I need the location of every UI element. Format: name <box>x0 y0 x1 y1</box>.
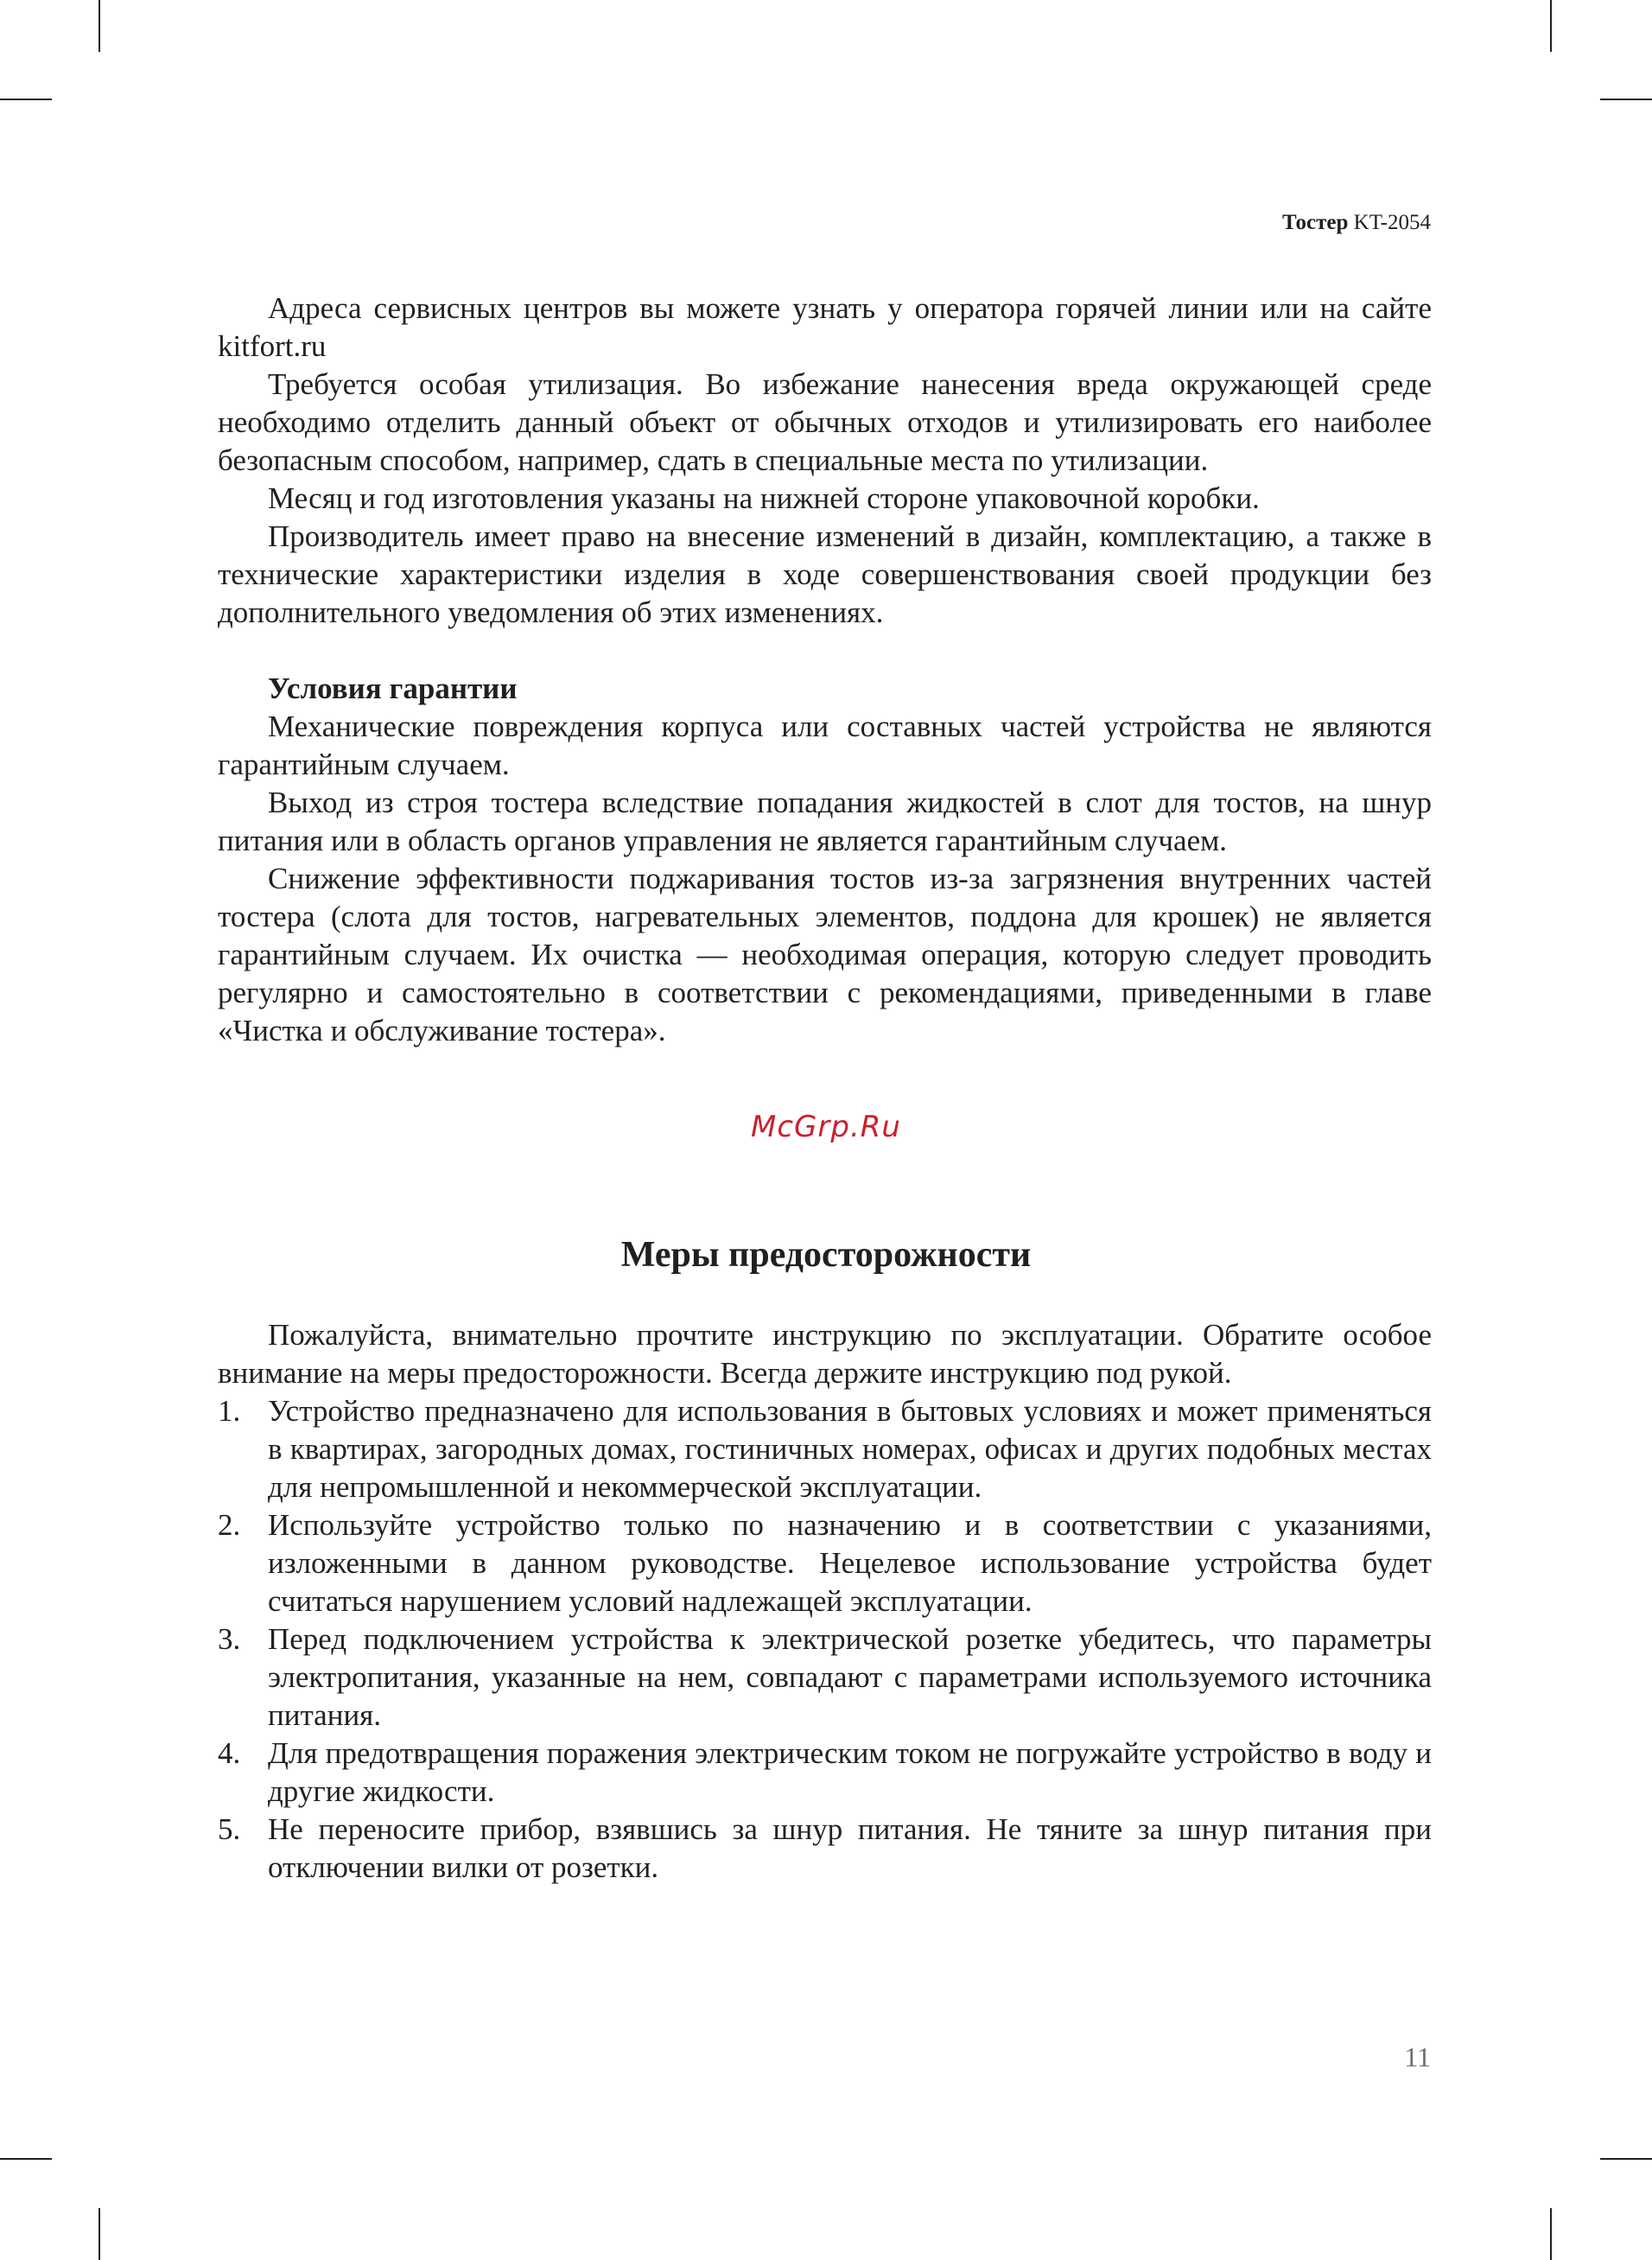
list-item <box>218 1811 1432 1887</box>
main-text <box>218 290 1432 1050</box>
list-item <box>218 1620 1432 1735</box>
crop-mark <box>0 2158 52 2160</box>
paragraph: Адреса сервисных центров вы можете узнать у оператора горячей линии или на сайте kitfort.ru <box>218 291 1432 363</box>
list-item <box>218 1506 1432 1620</box>
crop-mark <box>98 2208 100 2260</box>
list-number: 5. <box>218 1812 241 1846</box>
list-number: 3. <box>218 1622 241 1656</box>
precautions-text <box>218 1316 1432 1887</box>
crop-mark <box>0 99 52 100</box>
warranty-heading: Условия гарантии <box>268 672 518 705</box>
page-number: 11 <box>1404 2041 1431 2072</box>
list-text: Перед подключением устройства к электрической розетке убедитесь, что параметры электропитания, указанные на нем, совпадают с параметрами используемого источника питания. <box>268 1622 1432 1732</box>
header-model: KT-2054 <box>1353 211 1431 234</box>
crop-mark <box>1600 99 1652 100</box>
precautions-list <box>218 1392 1432 1887</box>
paragraph: Месяц и год изготовления указаны на нижней стороне упаковочной коробки. <box>268 481 1260 515</box>
crop-mark <box>1550 0 1552 52</box>
paragraph: Снижение эффективности поджаривания тостов из-за загрязнения внутренних частей тостера (слота для тостов, нагревательных элементов, поддона для крошек) не является гарантийным случаем. Их очистка — необходимая операция, которую следует проводить регулярно и самостоятельно в соответствии с рекомендациями, приведенными в главе «Чистка и обслуживание тостера». <box>218 862 1432 1047</box>
list-item <box>218 1392 1432 1506</box>
list-text: Используйте устройство только по назначению и в соответствии с указаниями, изложенными в данном руководстве. Нецелевое использование устройства будет считаться нарушением условий надлежащей эксплуатации. <box>268 1508 1432 1618</box>
list-text: Не переносите прибор, взявшись за шнур питания. Не тяните за шнур питания при отключении вилки от розетки. <box>268 1812 1432 1884</box>
crop-mark <box>98 0 100 52</box>
running-header <box>1282 211 1431 235</box>
section-title: Меры предосторожности <box>620 1235 1032 1275</box>
list-number: 2. <box>218 1508 241 1542</box>
header-product: Тостер <box>1281 211 1349 234</box>
crop-mark <box>1550 2208 1552 2260</box>
list-number: 1. <box>218 1394 241 1428</box>
list-number: 4. <box>218 1736 241 1770</box>
paragraph: Выход из строя тостера вследствие попадания жидкостей в слот для тостов, на шнур питания или в область органов управления не является гарантийным случаем. <box>218 786 1432 857</box>
list-text: Устройство предназначено для использования в бытовых условиях и может применяться в квартирах, загородных домах, гостиничных номерах, офисах и других подобных местах для непромышленной и некоммерческой эксплуатации. <box>268 1394 1432 1504</box>
list-text: Для предотвращения поражения электрическим током не погружайте устройство в воду и другие жидкости. <box>268 1736 1432 1808</box>
precautions-intro: Пожалуйста, внимательно прочтите инструкцию по эксплуатации. Обратите особое внимание на меры предосторожности. Всегда держите инструкцию под рукой. <box>218 1318 1432 1390</box>
paragraph: Производитель имеет право на внесение изменений в дизайн, комплектацию, а также в технические характеристики изделия в ходе совершенствования своей продукции без дополнительного уведомления об этих изменениях. <box>218 519 1432 629</box>
paragraph: Механические повреждения корпуса или составных частей устройства не являются гарантийным случаем. <box>218 710 1432 781</box>
crop-mark <box>1600 2158 1652 2160</box>
watermark-link[interactable]: McGrp.Ru <box>751 1110 901 1144</box>
paragraph: Требуется особая утилизация. Во избежание нанесения вреда окружающей среде необходимо отделить данный объект от обычных отходов и утилизировать его наиболее безопасным способом, например, сдать в специальные места по утилизации. <box>218 367 1432 477</box>
list-item <box>218 1735 1432 1811</box>
